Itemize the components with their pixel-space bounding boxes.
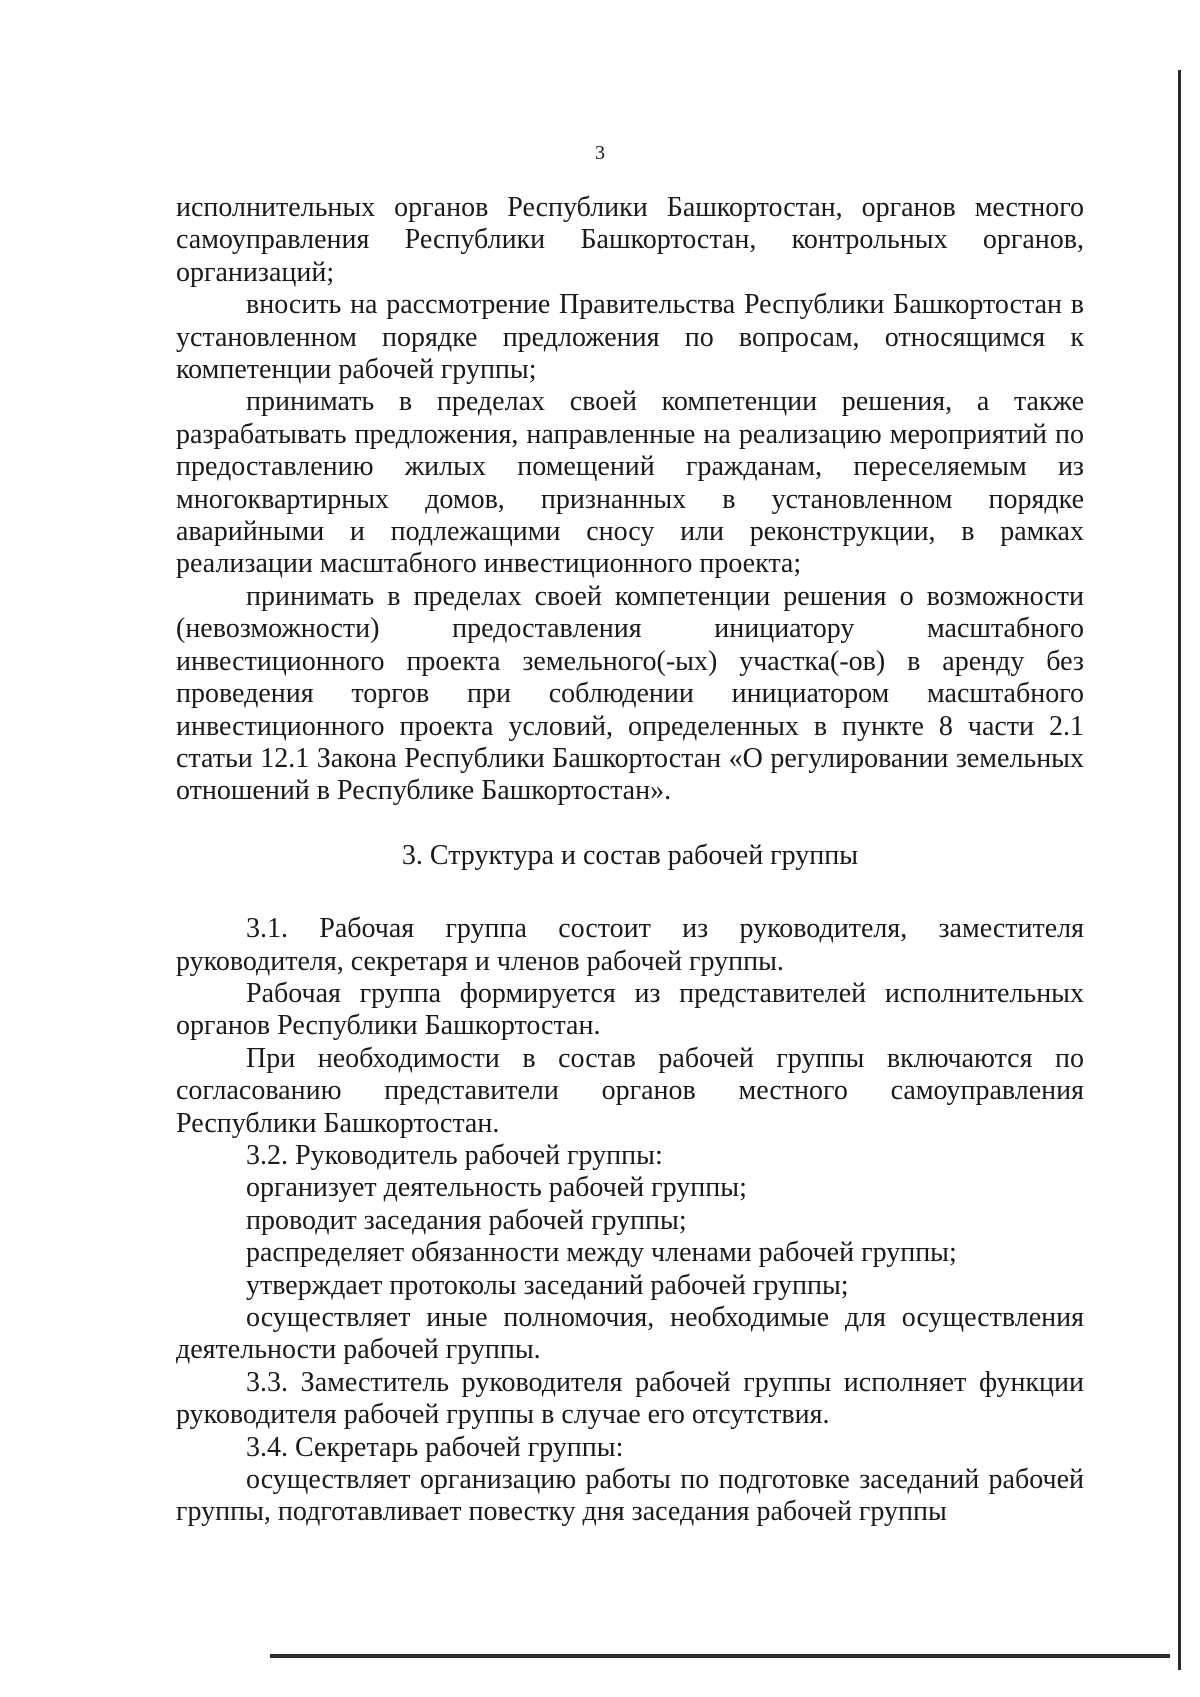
paragraph: 3.3. Заместитель руководителя рабочей группы исполняет функции руководителя рабочей группы в случае его отсутствия. (176, 1366, 1084, 1431)
scan-edge-line (1178, 70, 1181, 1670)
paragraph: осуществляет организацию работы по подготовке заседаний рабочей группы, подготавливает повестку дня заседания рабочей группы (176, 1464, 1084, 1528)
paragraph: Рабочая группа формируется из представителей исполнительных органов Республики Башкортостан. (176, 977, 1084, 1042)
paragraph-continued: исполнительных органов Республики Башкортостан, органов местного самоуправления Республики Башкортостан, контрольных органов, организаций; (176, 192, 1084, 288)
paragraph: вносить на рассмотрение Правительства Республики Башкортостан в установленном порядке предложения по вопросам, относящимся к компетенции рабочей группы; (176, 289, 1084, 386)
page-number: 3 (595, 142, 605, 164)
list-item: распределяет обязанности между членами рабочей группы; (246, 1237, 957, 1269)
list-item: организует деятельность рабочей группы; (246, 1172, 747, 1204)
section-heading: 3. Структура и состав рабочей группы (401, 839, 859, 871)
list-item: проводит заседания рабочей группы; (246, 1204, 687, 1236)
list-item: осуществляет иные полномочия, необходимые для осуществления деятельности рабочей группы. (176, 1302, 1084, 1366)
paragraph: принимать в пределах своей компетенции решения, а также разрабатывать предложения, направленные на реализацию мероприятий по предоставлению жилых помещений гражданам, переселяемым из многоквартирных домов, признанных в установленном порядке аварийными и подлежащими сносу или реконструкции, в рамках реализации масштабного инвестиционного проекта; (176, 386, 1084, 580)
paragraph: принимать в пределах своей компетенции решения о возможности (невозможности) предоставления инициатору масштабного инвестиционного проекта земельного(-ых) участка(-ов) в аренду без проведения торгов при соблюдении инициатором масштабного инвестиционного проекта условий, определенных в пункте 8 части 2.1 статьи 12.1 Закона Республики Башкортостан «О регулировании земельных отношений в Республике Башкортостан». (176, 580, 1084, 807)
paragraph: При необходимости в состав рабочей группы включаются по согласованию представители органов местного самоуправления Республики Башкортостан. (176, 1042, 1084, 1139)
list-item: утверждает протоколы заседаний рабочей группы; (246, 1269, 849, 1301)
document-body (176, 192, 1084, 1529)
scan-edge-line (270, 1654, 1170, 1658)
paragraph: 3.1. Рабочая группа состоит из руководителя, заместителя руководителя, секретаря и членов рабочей группы. (176, 913, 1084, 977)
paragraph: 3.2. Руководитель рабочей группы: (246, 1139, 663, 1171)
paragraph: 3.4. Секретарь рабочей группы: (246, 1431, 624, 1463)
